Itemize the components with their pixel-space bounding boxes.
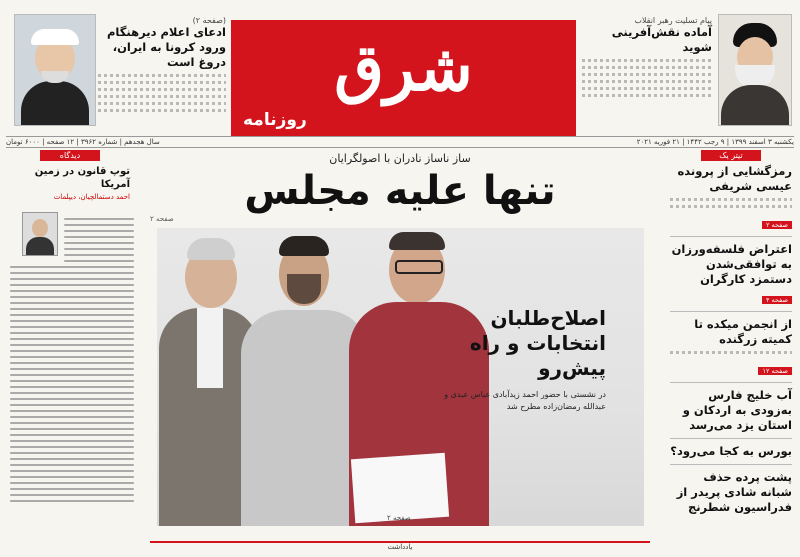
photo-overlay-text [436,306,606,413]
bottom-label: یادداشت [387,543,413,551]
right-item[interactable] [666,161,796,234]
left-teaser[interactable] [98,16,226,116]
right-column [666,150,796,550]
left-section-label: دیدگاه [40,150,100,161]
dateline [6,136,794,148]
right-item-page: صفحه ۲ [762,221,792,229]
right-item[interactable] [666,385,796,436]
right-item[interactable] [666,441,796,462]
photo-caption: در نشستی با حضور احمد زیدآبادی عباس عبدی و عبدالله رمضان‌زاده مطرح شد [444,390,606,411]
left-column-body [64,214,134,266]
left-teaser-headline: ادعای اعلام دیرهنگام ورود کرونا به ایران، دروغ است [107,25,226,69]
right-item-headline: اعتراض فلسفه‌ورزان به توافقی‌شدن دستمزد کارگران [671,242,792,286]
photo-title[interactable]: اصلاح‌طلبان انتخابات و راه پیش‌رو [469,306,606,380]
right-item-headline: پشت پرده حذف شبانه شادی پریدر از فدراسیون شطرنج [676,470,792,514]
logo-subtitle: روزنامه [243,110,307,130]
right-item-headline: رمزگشایی از پرونده عیسی شریفی [677,164,792,193]
left-column [6,150,134,550]
main-headline[interactable]: تنها علیه مجلس [244,168,556,214]
main-headline-page: صفحه ۲ [150,215,174,223]
date-info: یکشنبه ۳ اسفند ۱۳۹۹ | ۹ رجب ۱۴۴۲ | ۲۱ فوریه ۲۰۲۱ [636,138,794,146]
masthead-area [6,6,794,134]
issue-info: سال هجدهم | شماره ۳۹۶۲ | ۱۲ صفحه | ۶۰۰۰ تومان [6,138,160,146]
right-item-page: صفحه ۱۲ [758,367,792,375]
left-column-author: احمد دستمالچیان، دیپلمات [53,193,130,201]
left-column-headline[interactable]: توپ قانون در زمین آمریکا [34,166,130,190]
right-item[interactable] [666,239,796,309]
right-teaser-tag: پیام تسلیت رهبر انقلاب [634,16,712,25]
right-item[interactable] [666,467,796,518]
portrait-right [718,14,792,126]
right-item-headline: از انجمن میکده تا کمیته زرگنده [694,317,792,346]
newspaper-logo[interactable] [231,20,576,136]
right-item-page: صفحه ۴ [762,296,792,304]
right-teaser-headline: آماده نقش‌آفرینی شوید [611,25,712,54]
left-column-body-continued [10,262,134,506]
left-teaser-tag: (صفحه ۲) [192,16,226,25]
author-photo [22,212,58,256]
right-item-headline: بورس به کجا می‌رود؟ [670,444,792,458]
lead-photo[interactable] [157,228,644,526]
logo-text: شرق [334,31,473,106]
main-topic: ساز ناساز نادران با اصولگرایان [329,152,471,165]
right-section-label: تیتر یک [701,150,761,161]
right-item-headline: آب خلیج فارس به‌زودی به اردکان و استان یزد می‌رسد [682,388,792,432]
right-teaser[interactable] [582,16,712,101]
photo-page-ref: صفحه ۲ [387,514,411,522]
right-item[interactable] [666,314,796,380]
portrait-left [14,14,96,126]
